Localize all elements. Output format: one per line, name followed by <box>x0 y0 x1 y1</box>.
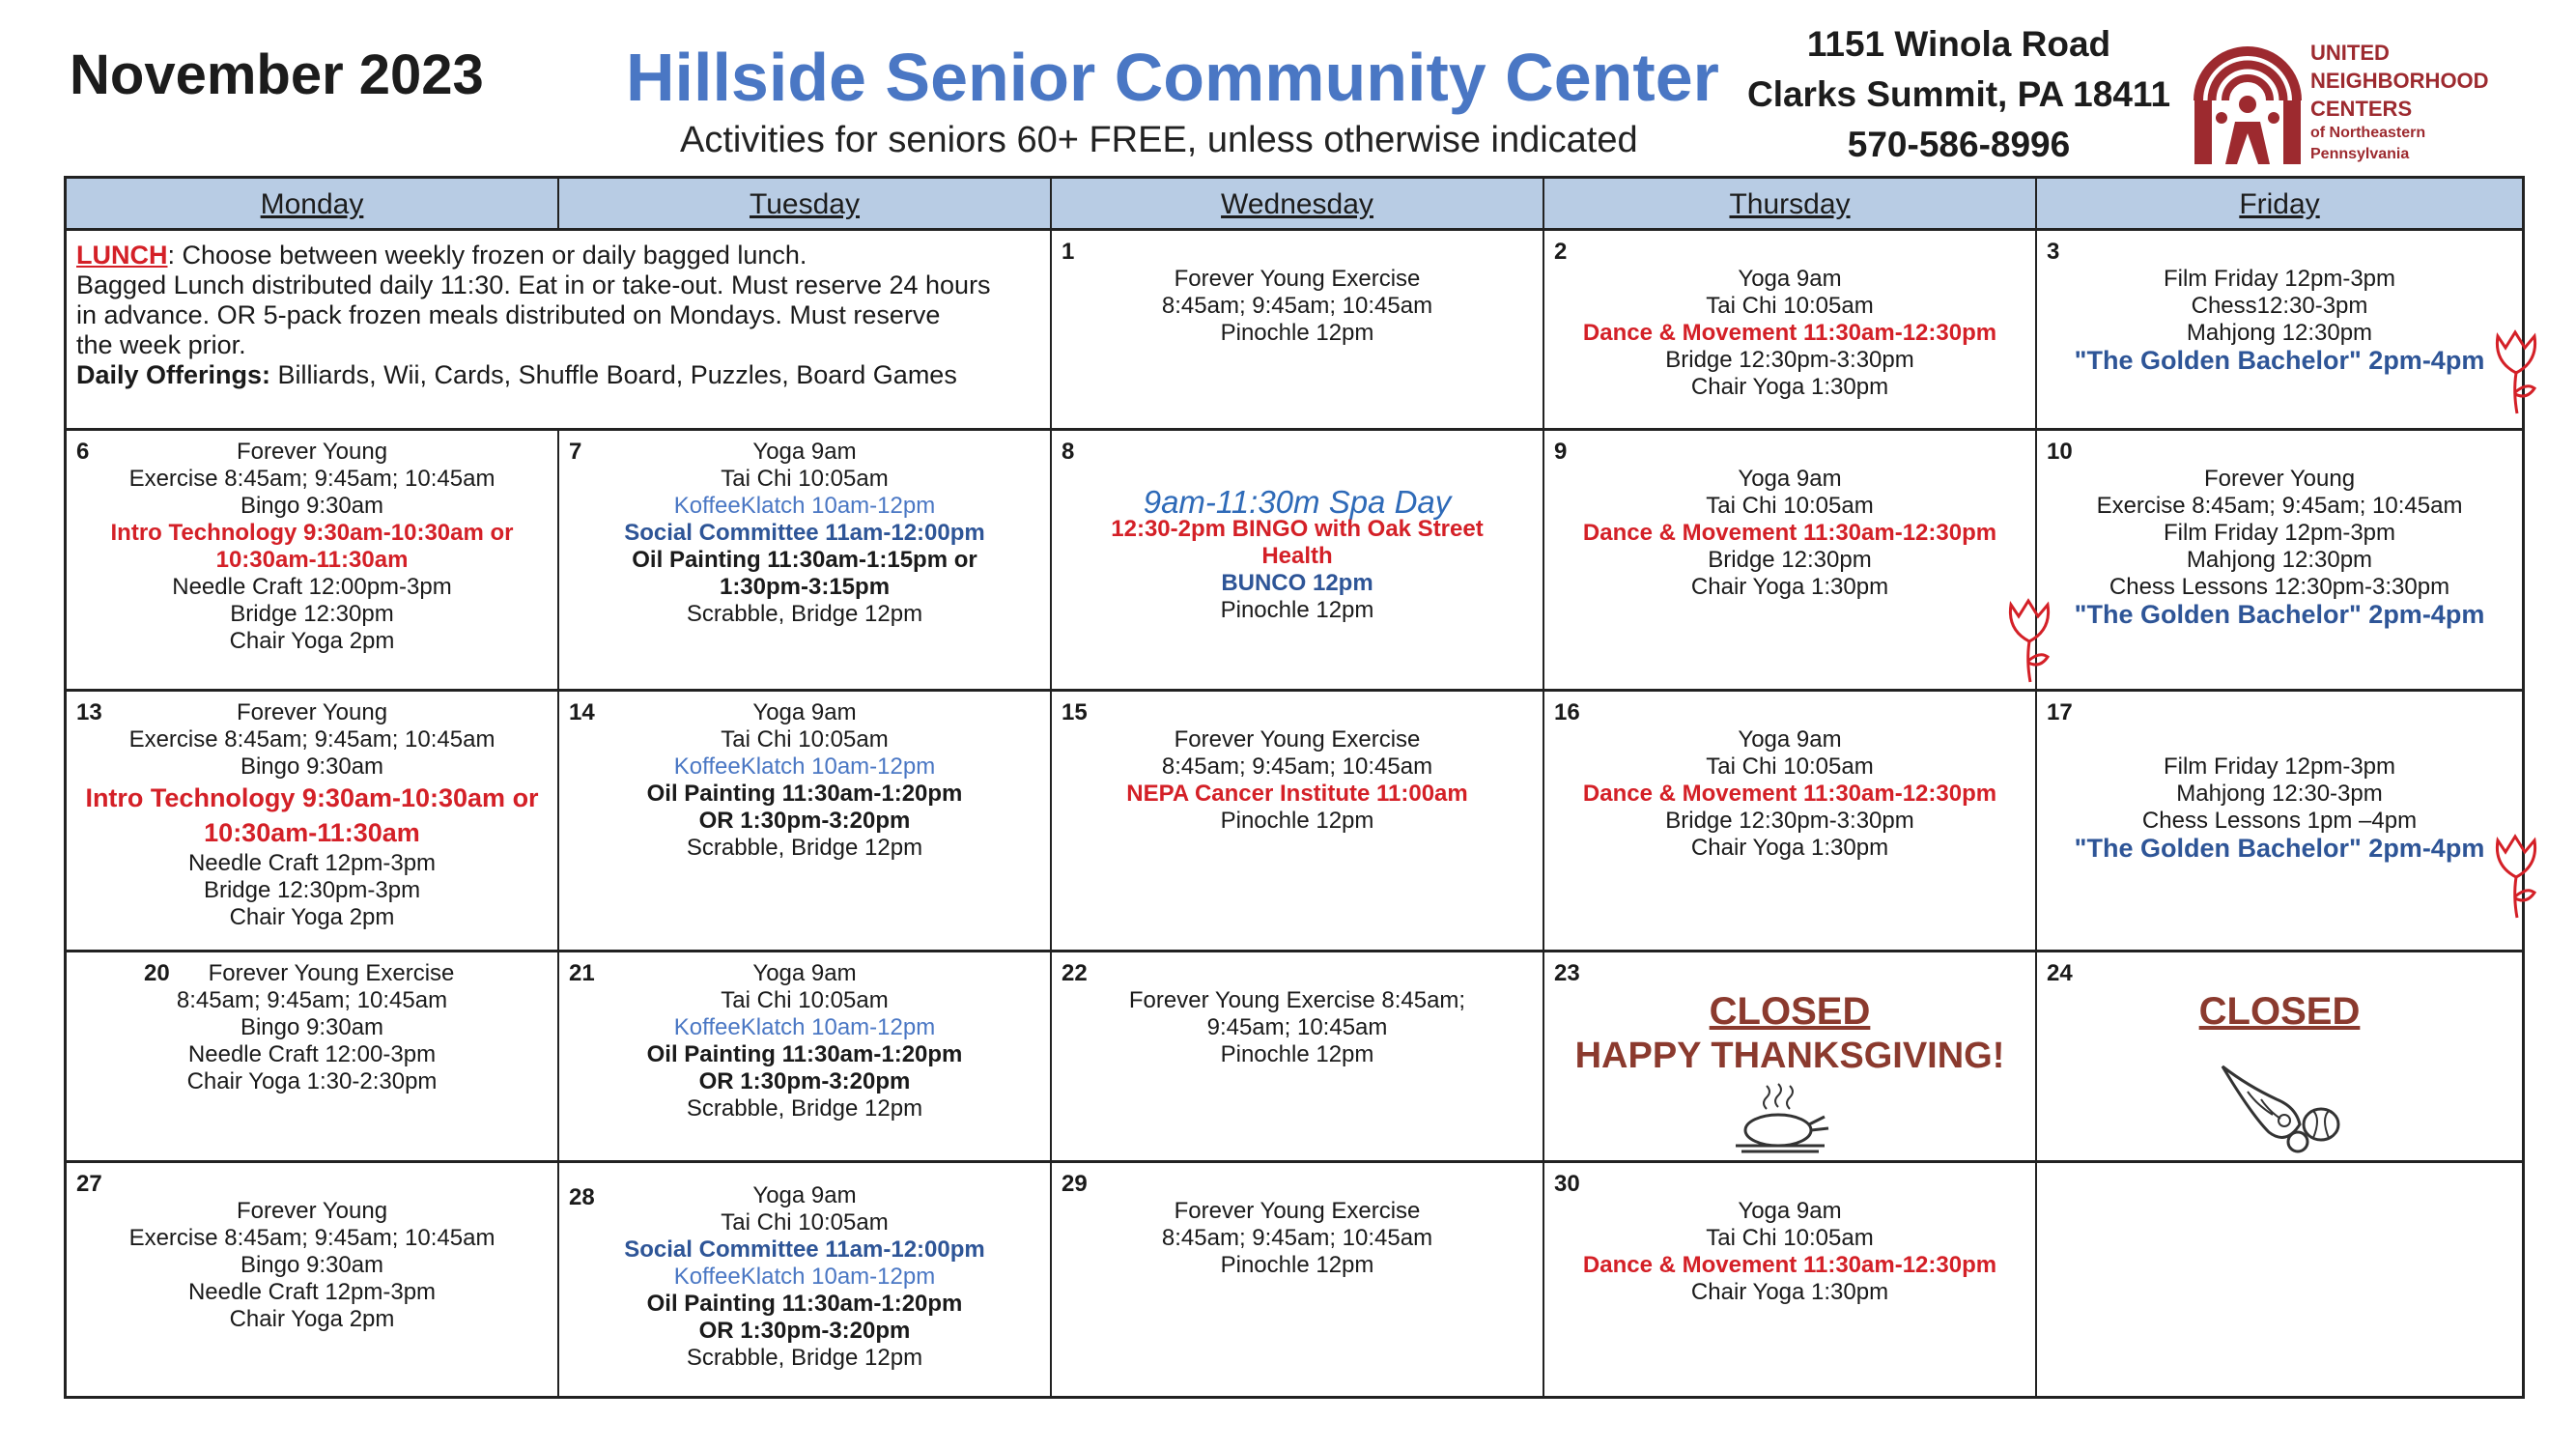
activity: Yoga 9am <box>752 439 857 465</box>
day-cell-16 <box>1544 692 2037 952</box>
activity: Forever Young Exercise <box>1174 1198 1421 1224</box>
day-cell-29 <box>1052 1163 1544 1396</box>
activity: Dance & Movement 11:30am-12:30pm <box>1582 320 1997 346</box>
activity: Forever Young Exercise <box>1174 726 1421 753</box>
activity: 9am-11:30m Spa Day <box>1143 484 1452 520</box>
center-title: Hillside Senior Community Center <box>626 40 1719 115</box>
weekday-header: Thursday <box>1544 179 2037 231</box>
activity: Pinochle 12pm <box>1220 597 1374 623</box>
activity: Bingo 9:30am <box>240 753 384 780</box>
weekday-header: Monday <box>67 179 559 231</box>
activity: Chess Lessons 1pm –4pm <box>2141 808 2418 834</box>
weekday-header: Tuesday <box>559 179 1052 231</box>
activity: Bingo 9:30am <box>240 1252 384 1278</box>
activity: Film Friday 12pm-3pm <box>2163 753 2396 780</box>
activity: Forever Young Exercise 8:45am; <box>1128 987 1466 1013</box>
activity: Chess Lessons 12:30pm-3:30pm <box>2109 574 2450 600</box>
activity: Mahjong 12:30pm <box>2186 320 2373 346</box>
day-number: 28 <box>569 1184 595 1210</box>
activity: Chair Yoga 2pm <box>229 628 395 654</box>
day-cell-10 <box>2037 431 2522 692</box>
org-name <box>2310 39 2489 165</box>
activity: Tai Chi 10:05am <box>1706 493 1874 519</box>
day-cell-2 <box>1544 231 2037 431</box>
day-cell-27 <box>67 1163 559 1396</box>
rose-icon <box>2492 833 2540 922</box>
day-number: 24 <box>2047 960 2073 986</box>
day-cell-1 <box>1052 231 1544 431</box>
activity: 8:45am; 9:45am; 10:45am <box>1161 753 1433 780</box>
lunch-line: in advance. OR 5-pack frozen meals distributed on Mondays. Must reserve <box>76 300 941 329</box>
activity: Forever Young <box>2203 466 2356 492</box>
activity: Forever Young Exercise <box>208 960 455 986</box>
offerings-text: Billiards, Wii, Cards, Shuffle Board, Puzzles, Board Games <box>270 360 957 389</box>
activity: Dance & Movement 11:30am-12:30pm <box>1582 1252 1997 1278</box>
activity: Intro Technology 9:30am-10:30am or <box>110 520 514 546</box>
activity: OR 1:30pm-3:20pm <box>698 808 911 834</box>
rose-icon <box>2005 597 2053 686</box>
activity: Tai Chi 10:05am <box>1706 753 1874 780</box>
day-number: 10 <box>2047 439 2073 465</box>
lunch-info-cell <box>67 231 1052 431</box>
activity: Film Friday 12pm-3pm <box>2163 520 2396 546</box>
day-number: 29 <box>1062 1171 1088 1197</box>
activity: Film Friday 12pm-3pm <box>2163 266 2396 292</box>
closed-label: CLOSED <box>1709 990 1871 1033</box>
activity: Pinochle 12pm <box>1220 808 1374 834</box>
activity: Social Committee 11am-12:00pm <box>624 520 985 546</box>
empty-cell <box>2037 1163 2522 1396</box>
activity: Social Committee 11am-12:00pm <box>624 1236 985 1263</box>
activity: Chair Yoga 1:30pm <box>1690 574 1889 600</box>
activity: Chess12:30-3pm <box>2191 293 2368 319</box>
lunch-label: LUNCH <box>76 241 168 270</box>
offerings-label: Daily Offerings: <box>76 360 271 389</box>
activity: Needle Craft 12:00pm-3pm <box>172 574 452 600</box>
activity: Tai Chi 10:05am <box>1706 1225 1874 1251</box>
activity: Forever Young <box>236 1198 388 1224</box>
activity: "The Golden Bachelor" 2pm-4pm <box>2074 834 2485 863</box>
address-block <box>1741 19 2177 170</box>
weekday-header: Friday <box>2037 179 2522 231</box>
activity: 10:30am-11:30am <box>215 547 409 573</box>
activity: "The Golden Bachelor" 2pm-4pm <box>2074 600 2485 629</box>
activity: Yoga 9am <box>752 960 857 986</box>
lunch-line: Bagged Lunch distributed daily 11:30. Eat in or take-out. Must reserve 24 hours <box>76 270 991 299</box>
activity: Bingo 9:30am <box>240 1014 384 1040</box>
activity: Exercise 8:45am; 9:45am; 10:45am <box>128 466 495 492</box>
day-cell-21 <box>559 952 1052 1163</box>
activity: Dance & Movement 11:30am-12:30pm <box>1582 781 1997 807</box>
day-number: 21 <box>569 960 595 986</box>
activity: 1:30pm-3:15pm <box>719 574 891 600</box>
day-number: 9 <box>1554 439 1568 465</box>
phone-number: 570-586-8996 <box>1847 125 2071 164</box>
weekday-header: Wednesday <box>1052 179 1544 231</box>
activity: Tai Chi 10:05am <box>721 726 889 753</box>
activity: Yoga 9am <box>752 699 857 725</box>
activity: Scrabble, Bridge 12pm <box>686 835 923 861</box>
day-number: 2 <box>1554 239 1568 265</box>
activity: Bridge 12:30pm <box>1708 547 1872 573</box>
activity: Chair Yoga 1:30-2:30pm <box>186 1068 438 1094</box>
activity: 9:45am; 10:45am <box>1206 1014 1388 1040</box>
activity: Bridge 12:30pm-3:30pm <box>1665 347 1914 373</box>
activity: Dance & Movement 11:30am-12:30pm <box>1582 520 1997 546</box>
activity: Exercise 8:45am; 9:45am; 10:45am <box>2096 493 2463 519</box>
logo-icon <box>2191 33 2305 166</box>
lunch-line: : Choose between weekly frozen or daily bagged lunch. <box>167 241 807 270</box>
day-cell-22 <box>1052 952 1544 1163</box>
day-number: 1 <box>1062 239 1075 265</box>
activity: Pinochle 12pm <box>1220 320 1374 346</box>
day-cell-9 <box>1544 431 2037 692</box>
org-line: of Northeastern <box>2310 125 2426 141</box>
activity: Needle Craft 12pm-3pm <box>187 1279 437 1305</box>
day-number: 22 <box>1062 960 1088 986</box>
activity: Scrabble, Bridge 12pm <box>686 1095 923 1122</box>
activity: Exercise 8:45am; 9:45am; 10:45am <box>128 726 495 753</box>
closed-label: CLOSED <box>2198 990 2361 1033</box>
activity: Mahjong 12:30pm <box>2186 547 2373 573</box>
day-cell-20 <box>67 952 559 1163</box>
rose-icon <box>2492 328 2540 417</box>
day-cell-7 <box>559 431 1052 692</box>
activity: Bridge 12:30pm-3pm <box>203 877 421 903</box>
day-cell-30 <box>1544 1163 2037 1396</box>
month-title: November 2023 <box>70 43 484 106</box>
activity: Forever Young <box>236 699 388 725</box>
cornucopia-icon <box>2219 1057 2344 1153</box>
day-number: 27 <box>76 1171 102 1197</box>
activity: Chair Yoga 2pm <box>229 904 395 930</box>
activity: Yoga 9am <box>1738 726 1842 753</box>
activity: "The Golden Bachelor" 2pm-4pm <box>2074 346 2485 375</box>
day-cell-15 <box>1052 692 1544 952</box>
activity: NEPA Cancer Institute 11:00am <box>1126 781 1468 807</box>
activity: 12:30-2pm BINGO with Oak Street <box>1111 516 1484 542</box>
day-cell-28 <box>559 1163 1052 1396</box>
activity: Bridge 12:30pm <box>230 601 394 627</box>
activity: OR 1:30pm-3:20pm <box>698 1068 911 1094</box>
day-number: 23 <box>1554 960 1580 986</box>
activity: Scrabble, Bridge 12pm <box>686 601 923 627</box>
activity: 8:45am; 9:45am; 10:45am <box>1161 1225 1433 1251</box>
day-cell-17 <box>2037 692 2522 952</box>
activity: Pinochle 12pm <box>1220 1041 1374 1067</box>
day-number: 17 <box>2047 699 2073 725</box>
activity: KoffeeKlatch 10am-12pm <box>673 1264 936 1290</box>
activity: Chair Yoga 1:30pm <box>1690 835 1889 861</box>
activity: Chair Yoga 1:30pm <box>1690 374 1889 400</box>
thanksgiving-label: HAPPY THANKSGIVING! <box>1574 1036 2005 1076</box>
lunch-text <box>76 241 991 390</box>
day-number: 3 <box>2047 239 2060 265</box>
activity: Needle Craft 12:00-3pm <box>187 1041 437 1067</box>
activity: Scrabble, Bridge 12pm <box>686 1345 923 1371</box>
activity: Yoga 9am <box>1738 1198 1842 1224</box>
activity: Tai Chi 10:05am <box>721 1209 889 1236</box>
day-number: 16 <box>1554 699 1580 725</box>
activity: Bingo 9:30am <box>240 493 384 519</box>
activity: Needle Craft 12pm-3pm <box>187 850 437 876</box>
activity: Intro Technology 9:30am-10:30am or <box>85 783 539 812</box>
activity: Mahjong 12:30-3pm <box>2176 781 2383 807</box>
activity: Tai Chi 10:05am <box>721 987 889 1013</box>
org-line: Pennsylvania <box>2310 146 2410 162</box>
day-number: 30 <box>1554 1171 1580 1197</box>
activity: Health <box>1261 543 1333 569</box>
activity: OR 1:30pm-3:20pm <box>698 1318 911 1344</box>
activity: KoffeeKlatch 10am-12pm <box>673 753 936 780</box>
activity: Oil Painting 11:30am-1:20pm <box>646 781 963 807</box>
activity: KoffeeKlatch 10am-12pm <box>673 1014 936 1040</box>
subtitle: Activities for seniors 60+ FREE, unless otherwise indicated <box>680 120 1638 160</box>
day-number: 7 <box>569 439 582 465</box>
address-street: 1151 Winola Road <box>1806 24 2111 64</box>
calendar-grid <box>64 176 2525 1399</box>
activity: 8:45am; 9:45am; 10:45am <box>176 987 448 1013</box>
activity: Chair Yoga 1:30pm <box>1690 1279 1889 1305</box>
activity: 10:30am-11:30am <box>204 818 420 847</box>
day-number: 8 <box>1062 439 1075 465</box>
activity: Forever Young Exercise <box>1174 266 1421 292</box>
activity: Exercise 8:45am; 9:45am; 10:45am <box>128 1225 495 1251</box>
day-cell-3 <box>2037 231 2522 431</box>
address-city: Clarks Summit, PA 18411 <box>1746 74 2171 114</box>
day-number: 15 <box>1062 699 1088 725</box>
activity: Tai Chi 10:05am <box>721 466 889 492</box>
day-cell-23 <box>1544 952 2037 1163</box>
activity: Yoga 9am <box>752 1182 857 1208</box>
activity: KoffeeKlatch 10am-12pm <box>673 493 936 519</box>
activity: Tai Chi 10:05am <box>1706 293 1874 319</box>
lunch-line: the week prior. <box>76 330 246 359</box>
day-number: 20 <box>144 960 170 986</box>
day-number: 6 <box>76 439 90 465</box>
activity: Forever Young <box>236 439 388 465</box>
day-number: 13 <box>76 699 102 725</box>
day-cell-14 <box>559 692 1052 952</box>
activity: Oil Painting 11:30am-1:20pm <box>646 1041 963 1067</box>
day-cell-6 <box>67 431 559 692</box>
day-cell-8 <box>1052 431 1544 692</box>
activity: Oil Painting 11:30am-1:20pm <box>646 1291 963 1317</box>
day-number: 14 <box>569 699 595 725</box>
org-line: CENTERS <box>2310 97 2413 121</box>
activity: 8:45am; 9:45am; 10:45am <box>1161 293 1433 319</box>
activity: Yoga 9am <box>1738 466 1842 492</box>
activity: Bridge 12:30pm-3:30pm <box>1665 808 1914 834</box>
activity: BUNCO 12pm <box>1221 570 1373 596</box>
activity: Oil Painting 11:30am-1:15pm or <box>632 547 977 573</box>
activity: Pinochle 12pm <box>1220 1252 1374 1278</box>
day-cell-13 <box>67 692 559 952</box>
turkey-icon <box>1728 1082 1834 1155</box>
activity: Yoga 9am <box>1738 266 1842 292</box>
org-line: UNITED <box>2310 41 2390 65</box>
org-line: NEIGHBORHOOD <box>2310 69 2489 93</box>
day-cell-24 <box>2037 952 2522 1163</box>
activity: Chair Yoga 2pm <box>229 1306 395 1332</box>
